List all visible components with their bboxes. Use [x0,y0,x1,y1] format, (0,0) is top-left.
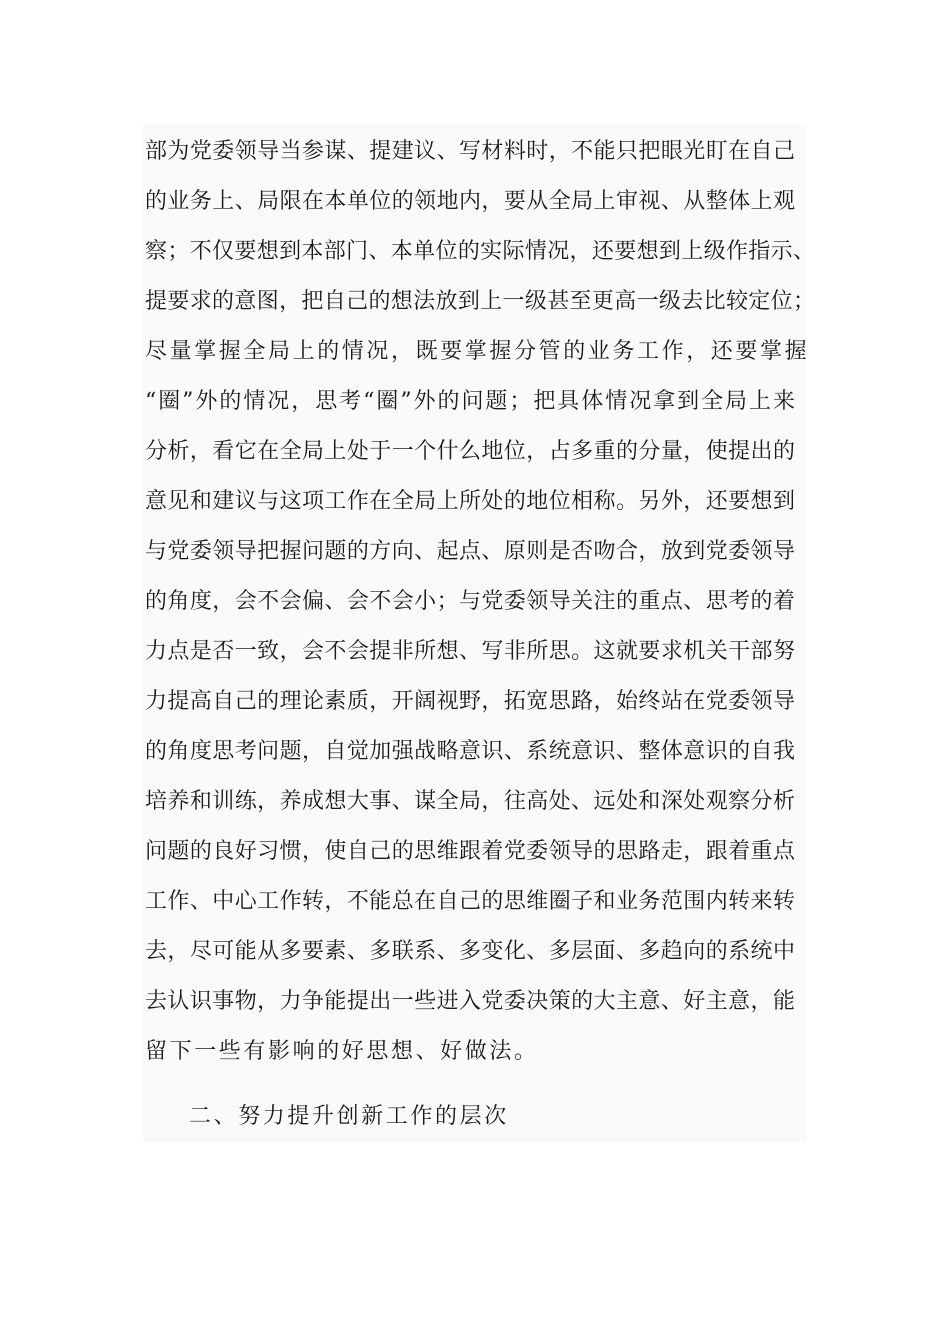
paragraph-line: 的业务上、局限在本单位的领地内，要从全局上审视、从整体上观 [145,189,795,214]
paragraph-line: 的角度思考问题，自觉加强战略意识、系统意识、整体意识的自我 [145,739,795,764]
paragraph-line: 问题的良好习惯，使自己的思维跟着党委领导的思路走，跟着重点 [145,839,795,864]
paragraph-line: 力点是否一致，会不会提非所想、写非所思。这就要求机关干部努 [145,639,795,664]
paragraph-line: 留下一些有影响的好思想、好做法。 [145,1039,539,1064]
paragraph-line: 与党委领导把握问题的方向、起点、原则是否吻合，放到党委领导 [145,539,795,564]
section-heading: 二、努力提升创新工作的层次 [189,1104,509,1129]
paragraph-line: 提要求的意图，把自己的想法放到上一级甚至更高一级去比较定位； [145,289,815,314]
paragraph-line: 去认识事物，力争能提出一些进入党委决策的大主意、好主意，能 [145,989,795,1014]
paragraph-line: 部为党委领导当参谋、提建议、写材料时，不能只把眼光盯在自己 [145,139,795,164]
paragraph-line: 分析，看它在全局上处于一个什么地位，占多重的分量，使提出的 [145,439,795,464]
paragraph-line: 意见和建议与这项工作在全局上所处的地位相称。另外，还要想到 [145,489,795,514]
paragraph-line: 力提高自己的理论素质，开阔视野，拓宽思路，始终站在党委领导 [145,689,795,714]
paragraph-line: 的角度，会不会偏、会不会小；与党委领导关注的重点、思考的着 [145,589,795,614]
document-text-block [143,124,815,1142]
paragraph-line: 尽量掌握全局上的情况，既要掌握分管的业务工作，还要掌握 [145,339,810,364]
paragraph-line: 工作、中心工作转，不能总在自己的思维圈子和业务范围内转来转 [145,889,795,914]
paragraph-line: 培养和训练，养成想大事、谋全局，往高处、远处和深处观察分析 [145,789,795,814]
paragraph-line: 去，尽可能从多要素、多联系、多变化、多层面、多趋向的系统中 [145,939,795,964]
paragraph-line: 察；不仅要想到本部门、本单位的实际情况，还要想到上级作指示、 [145,239,815,264]
paragraph-line: “圈”外的情况，思考“圈”外的问题；把具体情况拿到全局上来 [145,389,795,414]
